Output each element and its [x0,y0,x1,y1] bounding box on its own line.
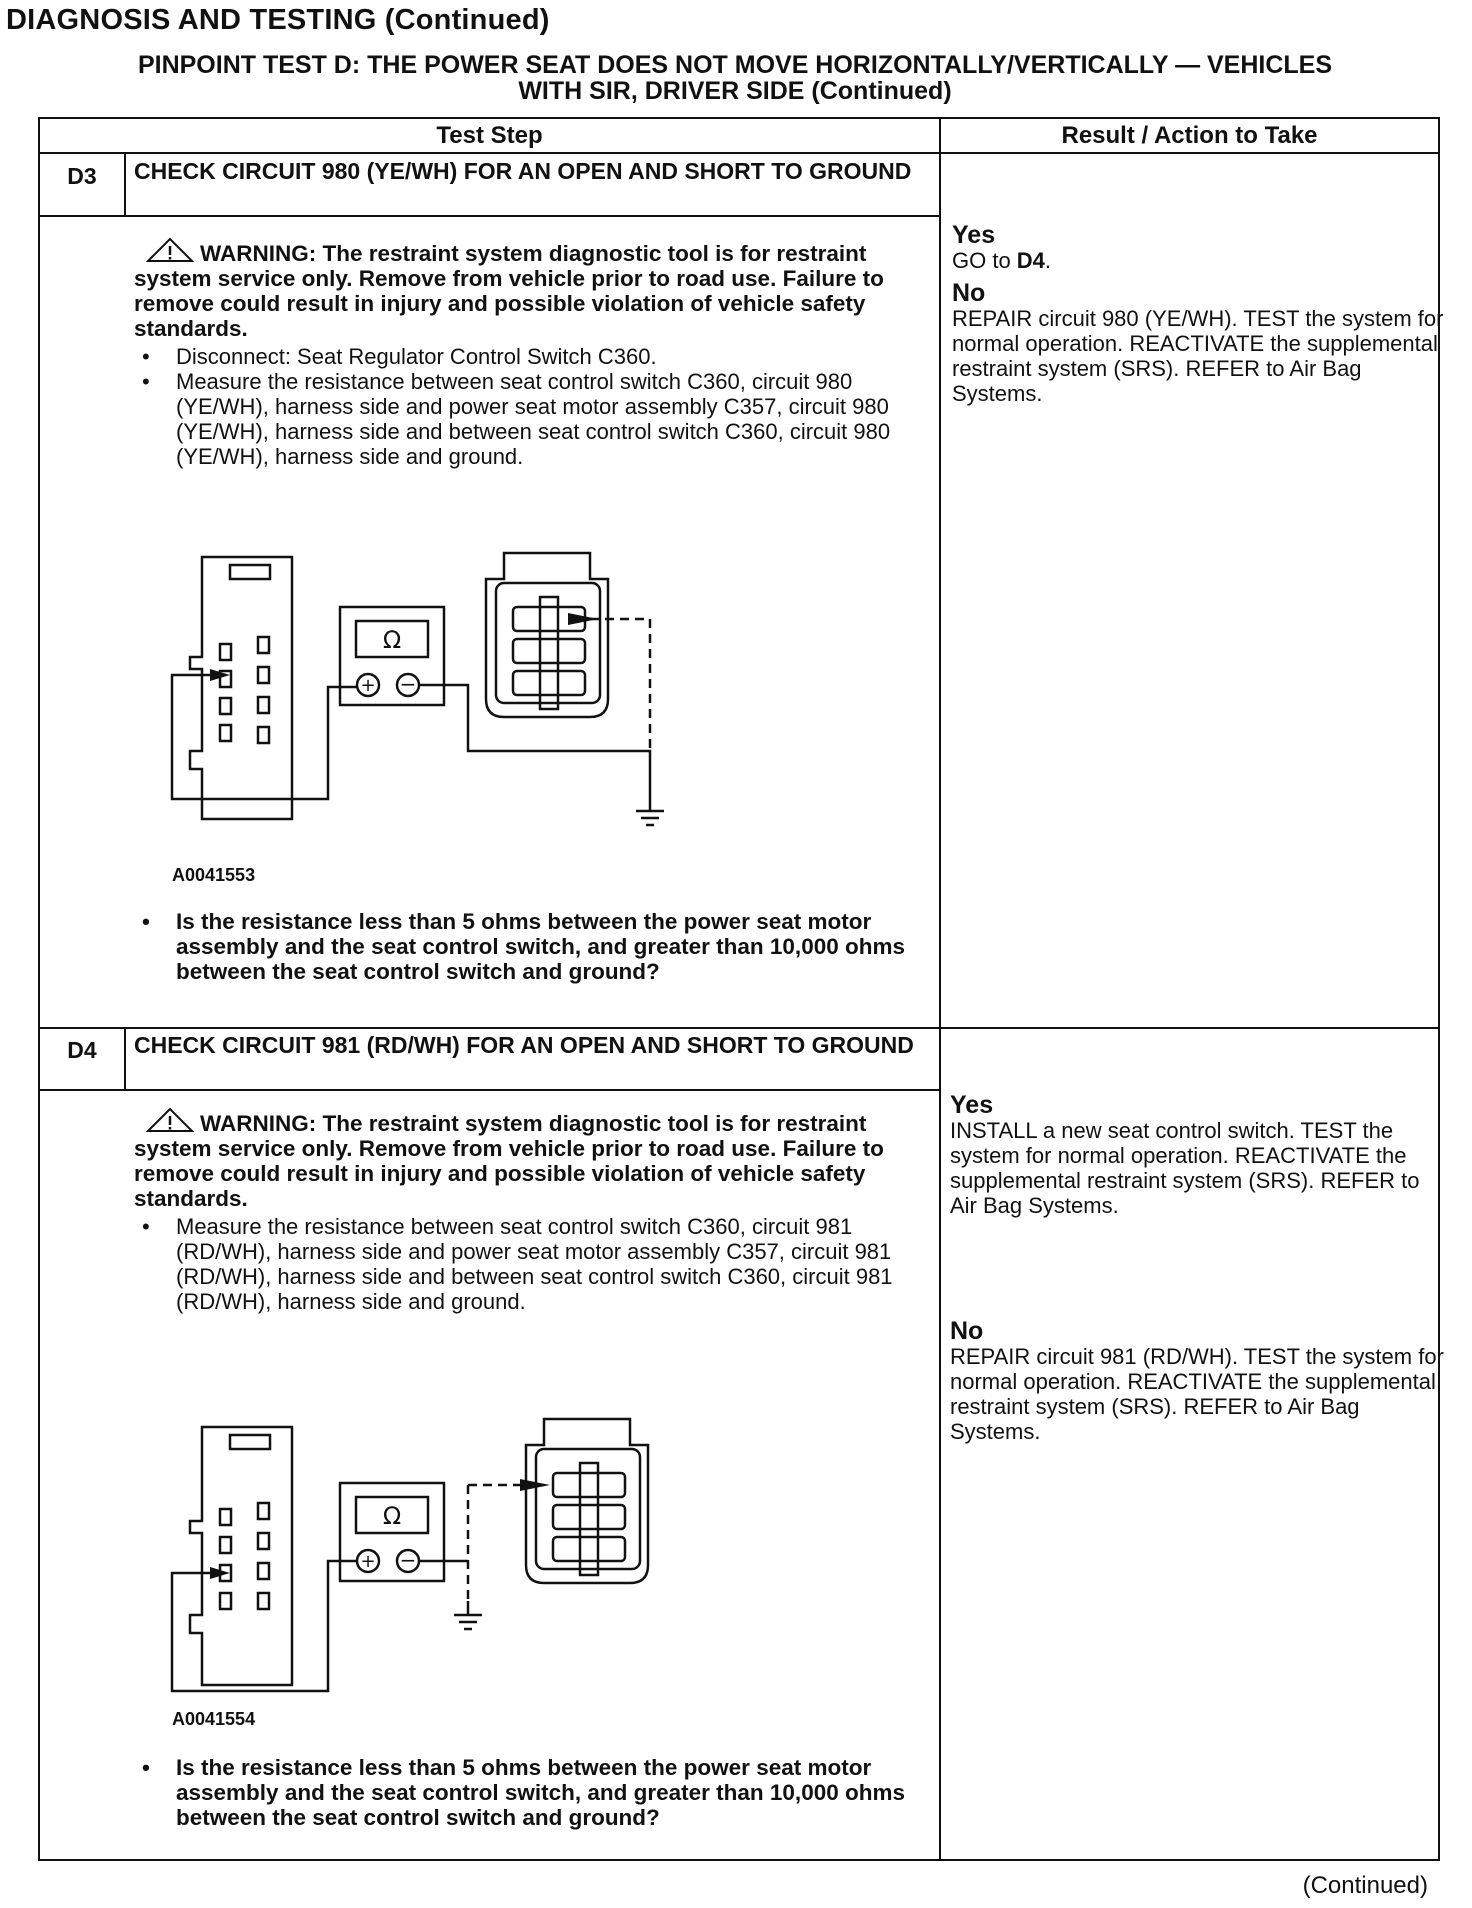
circuit-diagram-d3 [150,519,810,849]
result-yes-label: Yes [950,1091,994,1119]
row-divider [40,1089,939,1091]
minus-sign-icon: − [399,672,417,696]
question-text: • Is the resistance less than 5 ohms between the power seat motor assembly and the seat control switch, and greater than 10,000 ohms between the seat control switch and ground? [140,1755,930,1830]
step-id-d4: D4 [67,1037,97,1063]
row-divider [40,1027,1440,1029]
result-no-action: REPAIR circuit 981 (RD/WH). TEST the system for normal operation. REACTIVATE the supplemental restraint system (SRS). REFER to Air Bag Systems. [950,1344,1444,1444]
column-header-result: Result / Action to Take [1061,122,1318,149]
step-id-d3: D3 [67,163,97,189]
test-lead-ground [468,1485,542,1601]
row-divider [40,215,939,217]
instruction-list-d4 [140,1214,930,1314]
pinpoint-test-table [38,117,1444,1861]
test-lead-switch [172,1561,356,1691]
result-d3 [952,219,1452,406]
instruction-item: • Measure the resistance between seat control switch C360, circuit 981 (RD/WH), harness side and power seat motor assembly C357, circuit 981 (RD/WH), harness side and between seat control switch C360, circuit 981 (RD/WH), harness side and ground. [140,1214,930,1314]
result-no-label: No [950,1317,984,1345]
warning-triangle-icon [146,237,194,263]
circuit-diagram-d4 [150,1389,810,1729]
minus-sign-icon: − [399,1548,417,1572]
ground-symbol [454,1601,482,1629]
result-d4-yes [950,1089,1450,1218]
result-d4-no [950,1315,1450,1444]
step-id-divider [124,152,126,215]
result-yes-action: INSTALL a new seat control switch. TEST the system for normal operation. REACTIVATE the supplemental restraint system (SRS). REFER to Air Bag Systems. [950,1118,1420,1218]
warning-text: WARNING: The restraint system diagnostic tool is for restraint system service only. Remove from vehicle prior to road use. Failure to remove could result in injury and possible violation of vehicle safety standards. [134,1111,884,1211]
question-d4 [140,1755,930,1830]
result-yes-action [952,248,1452,273]
action-text: . [1044,248,1052,273]
result-yes-label: Yes [952,221,996,249]
plus-sign-icon: + [360,1551,376,1572]
instruction-item: • Measure the resistance between seat control switch C360, circuit 980 (YE/WH), harness side and power seat motor assembly C357, circuit 980 (YE/WH), harness side and between seat control switch C360, circuit 980 (YE/WH), harness side and ground. [140,369,930,469]
question-text: • Is the resistance less than 5 ohms between the power seat motor assembly and the seat control switch, and greater than 10,000 ohms between the seat control switch and ground? [140,909,930,984]
row-divider [40,152,1440,154]
step-title-d4: CHECK CIRCUIT 981 (RD/WH) FOR AN OPEN AND SHORT TO GROUND [134,1032,914,1058]
seat-switch-connector-outline [190,557,292,819]
page-title: DIAGNOSIS AND TESTING (Continued) [6,4,550,36]
step-id-divider [124,1027,126,1089]
warning-d4 [134,1107,924,1211]
step-title-d3: CHECK CIRCUIT 980 (YE/WH) FOR AN OPEN AND SHORT TO GROUND [134,158,912,184]
result-no-label: No [952,279,986,307]
ohm-symbol: Ω [382,626,402,654]
motor-connector-outline [526,1419,648,1583]
motor-connector-outline [486,553,608,717]
column-divider [939,119,941,1859]
pinpoint-heading-line-2: WITH SIR, DRIVER SIDE (Continued) [518,77,952,105]
column-header-test-step: Test Step [436,122,543,149]
connector-latch [230,565,270,579]
seat-switch-connector-outline [190,1427,292,1685]
warning-text: WARNING: The restraint system diagnostic tool is for restraint system service only. Remove from vehicle prior to road use. Failure to remove could result in injury and possible violation of vehicle safety standards. [134,241,884,341]
warning-triangle-icon [146,1107,194,1133]
figure-id-d3: A0041553 [172,865,256,885]
action-text: GO to [952,248,1017,273]
instruction-item: • Disconnect: Seat Regulator Control Switch C360. [140,344,930,369]
ohm-symbol: Ω [382,1502,402,1530]
goto-step-link[interactable]: D4 [1016,248,1045,273]
ground-symbol [636,801,664,825]
pinpoint-test-heading [40,52,1430,104]
result-no-action: REPAIR circuit 980 (YE/WH). TEST the system for normal operation. REACTIVATE the supplemental restraint system (SRS). REFER to Air Bag Systems. [952,306,1444,406]
test-lead-switch [172,675,356,799]
warning-d3 [134,237,924,341]
figure-id-d4: A0041554 [172,1709,256,1729]
plus-sign-icon: + [360,675,376,696]
instruction-list-d3 [140,344,930,469]
question-d3 [140,909,930,984]
pinpoint-heading-line-1: PINPOINT TEST D: THE POWER SEAT DOES NOT MOVE HORIZONTALLY/VERTICALLY — VEHICLES [137,51,1333,79]
connector-latch [230,1435,270,1449]
continued-note: (Continued) [1302,1872,1428,1899]
